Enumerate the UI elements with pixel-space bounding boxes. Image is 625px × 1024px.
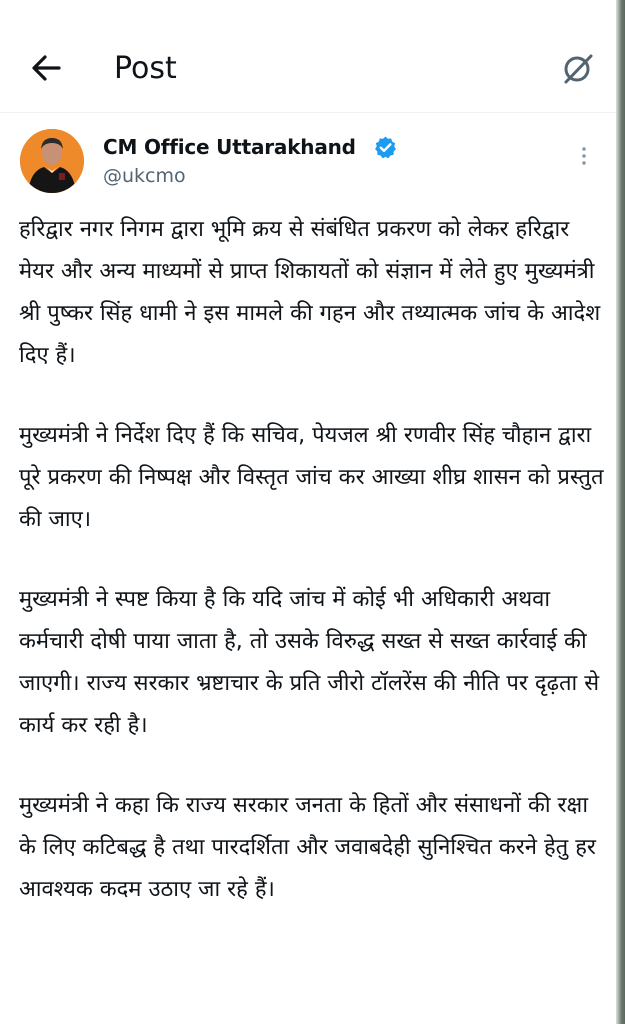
grok-icon — [558, 50, 598, 88]
avatar[interactable] — [20, 129, 84, 193]
verified-badge-icon — [373, 135, 398, 160]
post-text — [19, 209, 609, 949]
post-paragraph: हरिद्वार नगर निगम द्वारा भूमि क्रय से संबंधित प्रकरण को लेकर हरिद्वार मेयर और अन्य माध्यमों से प्राप्त शिकायतों को संज्ञान में लेते हुए मुख्यमंत्री श्री पुष्कर सिंह धामी ने इस मामले की गहन और तथ्यात्मक जांच के आदेश दिए हैं। — [19, 217, 601, 368]
post-paragraph: मुख्यमंत्री ने कहा कि राज्य सरकार जनता के हितों और संसाधनों की रक्षा के लिए कटिबद्ध है तथा पारदर्शिता और जवाबदेही सुनिश्चित करने हेतु हर आवश्यक कदम उठाए जा रहे हैं। — [19, 793, 596, 902]
back-arrow-icon — [26, 49, 66, 87]
more-options-button[interactable] — [572, 142, 596, 176]
grok-button[interactable] — [558, 50, 598, 88]
author-name[interactable]: CM Office Uttarakhand — [103, 135, 356, 159]
profile-photo — [20, 129, 84, 193]
back-button[interactable] — [26, 49, 66, 87]
top-bar — [0, 0, 616, 113]
post-paragraph: मुख्यमंत्री ने निर्देश दिए हैं कि सचिव, पेयजल श्री रणवीर सिंह चौहान द्वारा पूरे प्रकरण की निष्पक्ष और विस्तृत जांच कर आख्या शीघ्र शासन को प्रस्तुत की जाए। — [19, 423, 604, 532]
more-vertical-icon — [572, 142, 596, 176]
page-title: Post — [114, 51, 177, 86]
author-handle[interactable]: @ukcmo — [103, 165, 186, 187]
post-paragraph: मुख्यमंत्री ने स्पष्ट किया है कि यदि जांच में कोई भी अधिकारी अथवा कर्मचारी दोषी पाया जाता है, तो उसके विरुद्ध सख्त से सख्त कार्रवाई की जाएगी। राज्य सरकार भ्रष्टाचार के प्रति जीरो टॉलरेंस की नीति पर दृढ़ता से कार्य कर रही है। — [19, 587, 600, 738]
screen-edge — [616, 0, 625, 1024]
